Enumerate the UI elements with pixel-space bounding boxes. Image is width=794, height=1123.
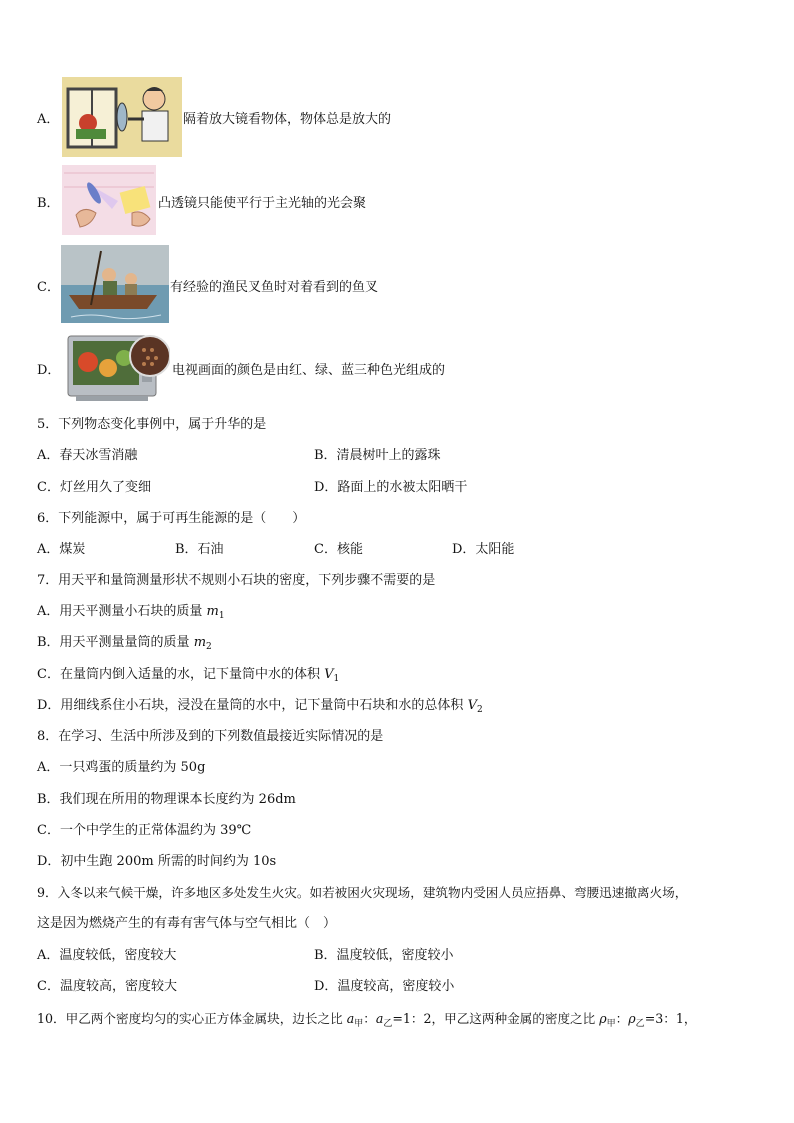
option-b-text: 凸透镜只能使平行于主光轴的光会聚 (158, 196, 367, 211)
q5-option-b: B．清晨树叶上的露珠 (314, 448, 441, 463)
q6-option-a: A．煤炭 (37, 542, 86, 557)
option-letter-d: D． (37, 363, 61, 378)
q7-stem: 7．用天平和量筒测量形状不规则小石块的密度，下列步骤不需要的是 (37, 573, 436, 588)
q6-option-b: B．石油 (175, 542, 224, 557)
q9-stem-line1: 9．入冬以来气候干燥，许多地区多处发生火灾。如若被困火灾现场，建筑物内受困人员应捂鼻、弯腰迅速撤离火场， (37, 885, 688, 900)
q9-option-c: C．温度较高，密度较大 (37, 979, 177, 994)
q9-option-d: D．温度较高，密度较小 (314, 979, 455, 994)
option-d-text: 电视画面的颜色是由红、绿、蓝三种色光组成的 (172, 363, 446, 378)
q5-stem: 5．下列物态变化事例中，属于升华的是 (37, 417, 267, 432)
option-letter-b: B． (37, 196, 60, 211)
q8-option-a: A．一只鸡蛋的质量约为 50g (37, 760, 206, 775)
q7-option-a: A．用天平测量小石块的质量 $m_1$ (37, 604, 225, 621)
q6-option-c: C．核能 (314, 542, 363, 557)
q7-option-d: D．用细线系住小石块，浸没在量筒的水中，记下量筒中石块和水的总体积 $V_2$ (37, 698, 483, 715)
q9-option-b: B．温度较低，密度较小 (314, 948, 454, 963)
magnifier-picture (62, 77, 182, 157)
q6-stem: 6．下列能源中，属于可再生能源的是（ ） (37, 511, 306, 526)
q8-stem: 8．在学习、生活中所涉及到的下列数值最接近实际情况的是 (37, 729, 384, 744)
q9-stem-line2: 这是因为燃烧产生的有毒有害气体与空气相比（ ） (37, 916, 337, 931)
q5-option-d: D．路面上的水被太阳晒干 (314, 480, 468, 495)
q8-option-c: C．一个中学生的正常体温约为 39℃ (37, 823, 252, 838)
fishing-spear-picture (61, 245, 169, 323)
q7-option-c: C．在量筒内倒入适量的水，记下量筒中水的体积 $V_1$ (37, 667, 340, 684)
option-a-text: 隔着放大镜看物体，物体总是放大的 (183, 112, 392, 127)
television-picture (66, 332, 170, 404)
q8-option-d: D．初中生跑 200m 所需的时间约为 10s (37, 854, 277, 869)
option-c-text: 有经验的渔民叉鱼时对着看到的鱼叉 (170, 280, 379, 295)
convex-lens-picture (62, 165, 156, 235)
option-letter-a: A． (37, 112, 60, 127)
q9-option-a: A．温度较低，密度较大 (37, 948, 177, 963)
q7-option-b: B．用天平测量量筒的质量 $m_2$ (37, 635, 212, 652)
q5-option-c: C．灯丝用久了变细 (37, 480, 151, 495)
q8-option-b: B．我们现在所用的物理课本长度约为 26dm (37, 792, 296, 807)
q5-option-a: A．春天冰雪消融 (37, 448, 138, 463)
option-letter-c: C． (37, 280, 60, 295)
q6-option-d: D．太阳能 (452, 542, 515, 557)
q10-stem: 10．甲乙两个密度均匀的实心正方体金属块，边长之比 $a_甲$：$a_乙=1$：2，甲乙这两种金属的密度之比 $\rho_甲$：$\rho_乙=3$：1， (37, 1011, 697, 1029)
